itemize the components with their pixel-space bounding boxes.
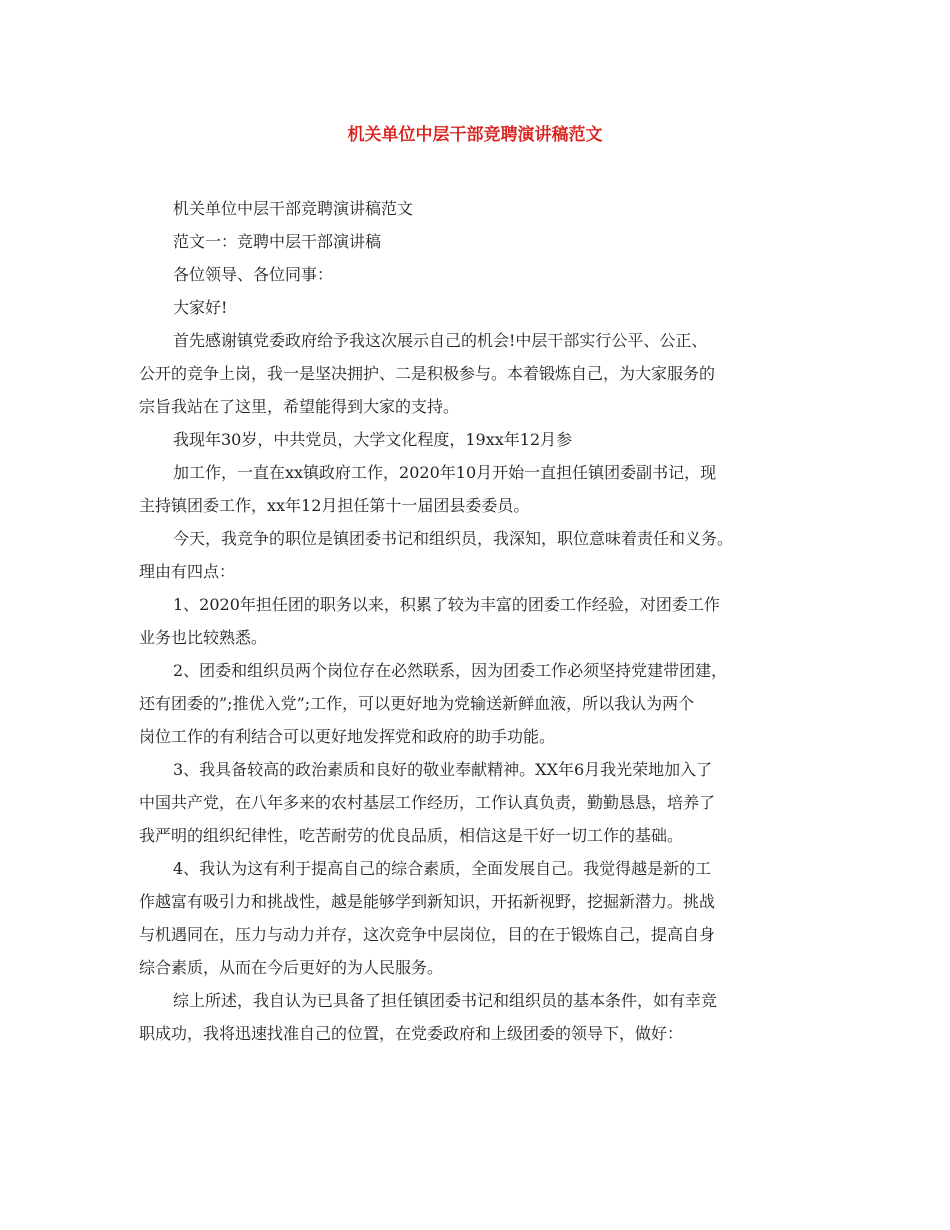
paragraph-line: 3、我具备较高的政治素质和良好的敬业奉献精神。XX年6月我光荣地加入了 bbox=[173, 760, 713, 779]
paragraph-line: 今天，我竞争的职位是镇团委书记和组织员，我深知，职位意味着责任和义务。 bbox=[173, 529, 734, 548]
paragraph-line: 2、团委和组织员两个岗位存在必然联系，因为团委工作必须坚持党建带团建， bbox=[173, 661, 728, 680]
paragraph-line: 宗旨我站在了这里，希望能得到大家的支持。 bbox=[139, 397, 460, 416]
paragraph-line: 1、2020年担任团的职务以来，积累了较为丰富的团委工作经验，对团委工作 bbox=[173, 595, 720, 614]
paragraph-line: 业务也比较熟悉。 bbox=[139, 628, 268, 647]
paragraph-line: 岗位工作的有利结合可以更好地发挥党和政府的助手功能。 bbox=[139, 727, 556, 746]
paragraph-line: 公开的竞争上岗，我一是坚决拥护、二是积极参与。本着锻炼自己，为大家服务的 bbox=[139, 364, 716, 383]
paragraph-line: 4、我认为这有利于提高自己的综合素质，全面发展自己。我觉得越是新的工 bbox=[173, 859, 712, 878]
paragraph-line: 职成功，我将迅速找准自己的位置，在党委政府和上级团委的领导下，做好： bbox=[139, 1024, 684, 1043]
paragraph-line: 还有团委的”;推优入党”;工作，可以更好地为党输送新鲜血液，所以我认为两个 bbox=[139, 694, 695, 713]
paragraph-line: 与机遇同在，压力与动力并存，这次竞争中层岗位，目的在于锻炼自己，提高自身 bbox=[139, 925, 716, 944]
paragraph-line: 综合素质，从而在今后更好的为人民服务。 bbox=[139, 958, 444, 977]
paragraph-line: 主持镇团委工作，xx年12月担任第十一届团县委委员。 bbox=[139, 496, 530, 515]
paragraph-line: 范文一：竞聘中层干部演讲稿 bbox=[173, 232, 382, 251]
document-body bbox=[139, 192, 824, 1050]
paragraph-line: 理由有四点： bbox=[139, 562, 236, 581]
paragraph-line: 综上所述，我自认为已具备了担任镇团委书记和组织员的基本条件，如有幸竞 bbox=[173, 991, 718, 1010]
paragraph-line: 中国共产党，在八年多来的农村基层工作经历，工作认真负责，勤勤恳恳，培养了 bbox=[139, 793, 716, 812]
paragraph-line: 我现年30岁，中共党员，大学文化程度，19xx年12月参 bbox=[173, 430, 573, 449]
paragraph-line: 加工作，一直在xx镇政府工作，2020年10月开始一直担任镇团委副书记，现 bbox=[173, 463, 717, 482]
paragraph-line: 作越富有吸引力和挑战性，越是能够学到新知识，开拓新视野，挖掘新潜力。挑战 bbox=[139, 892, 716, 911]
paragraph-line: 各位领导、各位同事： bbox=[173, 265, 334, 284]
paragraph-line: 机关单位中层干部竞聘演讲稿范文 bbox=[173, 199, 414, 218]
paragraph-line: 大家好! bbox=[173, 298, 228, 317]
paragraph-line: 首先感谢镇党委政府给予我这次展示自己的机会!中层干部实行公平、公正、 bbox=[173, 331, 708, 350]
paragraph-line: 我严明的组织纪律性，吃苦耐劳的优良品质，相信这是干好一切工作的基础。 bbox=[139, 826, 684, 845]
document-title: 机关单位中层干部竞聘演讲稿范文 bbox=[347, 125, 603, 145]
